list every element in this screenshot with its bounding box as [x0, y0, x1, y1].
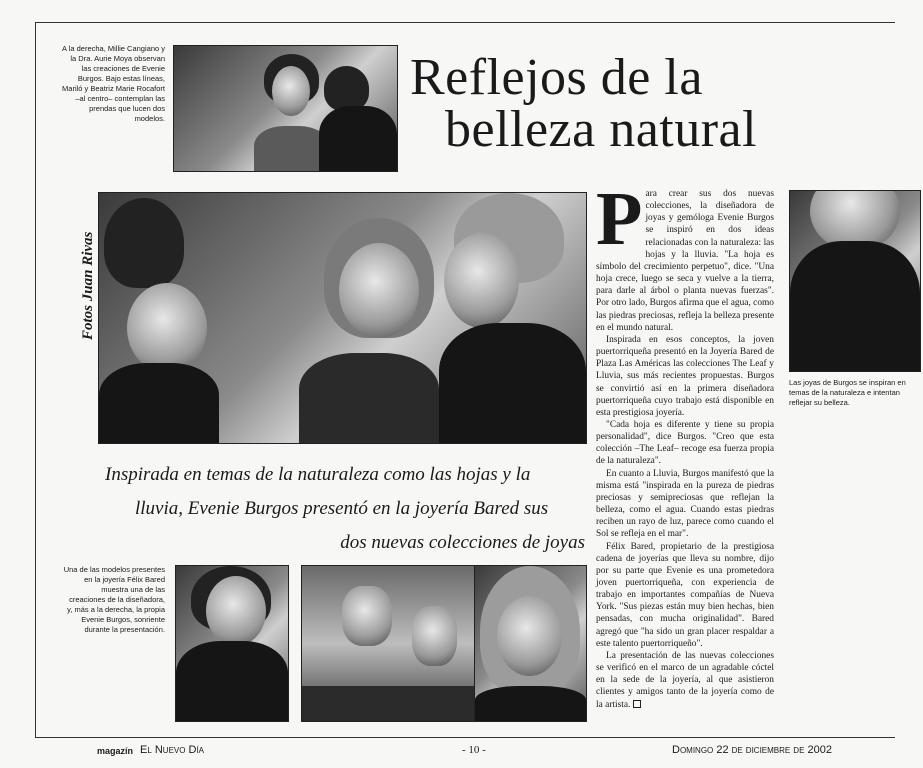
footer-page-number-text: - 10 -: [462, 744, 486, 756]
photo-credit: [80, 200, 96, 340]
headline: [410, 49, 900, 158]
footer-newspaper: [140, 744, 204, 756]
article-paragraph-6: La presentación de las nuevas colecciones se verificó en el marco de un agradable cóctel en la sede de la joyería, al que asistieron clientes y amigos tanto de la joyería como de la artista.: [596, 650, 774, 710]
top-rule: [35, 22, 895, 23]
end-mark-icon: [633, 700, 641, 708]
footer-date-text: Domingo 22 de diciembre de 2002: [672, 744, 832, 756]
footer-section: [97, 746, 133, 756]
deck-line-2: lluvia, Evenie Burgos presentó en la joyería Bared sus: [135, 498, 549, 519]
bottom-rule: [35, 737, 895, 738]
caption-right: Las joyas de Burgos se inspiran en temas de la naturaleza e intentan reflejar su belleza.: [789, 378, 906, 407]
footer-newspaper-name: El Nuevo Día: [140, 744, 205, 756]
photo-top-guests: [173, 45, 398, 172]
headline-line-2: belleza natural: [445, 101, 758, 158]
article-paragraph-1: ara crear sus dos nuevas colecciones, la diseñadora de joyas y gemóloga Evenie Burgos se inspiró en dos ideas relacionadas con la naturaleza: las hojas y la lluvia. "La hoja es símbolo del crecimiento perpetuo", dice. "Una hoja crece, luego se seca y vuelve a la tierra, para darle al árbol o planta nuevas fuerzas". Por otro lado, Burgos afirma que el agua, como las piedras preciosas, refleja la belleza presente en el mundo natural.: [596, 189, 774, 333]
deck-line-1: Inspirada en temas de la naturaleza como las hojas y la: [105, 464, 531, 485]
headline-line-1: Reflejos de la: [410, 49, 703, 106]
article-paragraph-2: Inspirada en esos conceptos, la joven puertorriqueña presentó en la Joyería Bared de Plaza Las Américas las colecciones The Leaf y Lluvia, sus más recientes propuestas. Burgos se convirtió así en la primera diseñadora puertorriqueña cuyo trabajo está disponible en esta prestigiosa joyería.: [596, 334, 774, 418]
photo-bottom-display: [301, 565, 476, 722]
caption-top-left: A la derecha, Millie Cangiano y la Dra. Aurie Moya observan las creaciones de Evenie Burgos. Bajo estas líneas, Mariló y Beatriz Marie Rocafort –al centro– contemplan las prendas que lucen dos modelos.: [62, 44, 165, 123]
footer-date: [672, 744, 832, 756]
footer-section-label: magazín: [97, 746, 134, 756]
caption-bottom-left: Una de las modelos presentes en la joyería Félix Bared muestra una de las creaciones de la diseñadora, y, más a la derecha, la propia Evenie Burgos, sonriente durante la presentación.: [63, 565, 165, 634]
article-paragraph-5: Félix Bared, propietario de la prestigiosa cadena de joyerías que lleva su nombre, dijo por su parte que Evenie es una prometedora joven puertorriqueña, con experiencia de trabajo en importantes compañías de Nueva York. "Sus piezas están muy bien hechas, bien pensadas, con mucha originalidad". Bared agregó que "ha sido un gran placer respaldar a este talento puertorriqueño".: [596, 541, 774, 649]
footer-page-number: [462, 744, 486, 756]
article-paragraph-4: En cuanto a Lluvia, Burgos manifestó que la misma está "inspirada en la pureza de piedras preciosas y semipreciosas que reflejan la belleza, como el agua. Cuando estas piedras reciben un rayo de luz, parece como cuando el Sol se refleja en el mar".: [596, 468, 774, 540]
photo-credit-text: Fotos Juan Rivas: [80, 231, 96, 340]
deck-line-3: dos nuevas colecciones de joyas: [340, 532, 585, 553]
photo-bottom-model: [175, 565, 289, 722]
article-paragraph-3: "Cada hoja es diferente y tiene su propia personalidad", dice Burgos. "Creo que esta colección –The Leaf– recoge esa fuerza propia de la naturaleza".: [596, 419, 774, 467]
photo-right-necklace: [789, 190, 921, 372]
photo-main-models: [98, 192, 587, 444]
article-body: [596, 177, 774, 711]
article-dropcap: P: [596, 177, 643, 261]
left-rule: [35, 22, 36, 737]
photo-bottom-designer: [474, 565, 587, 722]
deck: [100, 458, 585, 560]
